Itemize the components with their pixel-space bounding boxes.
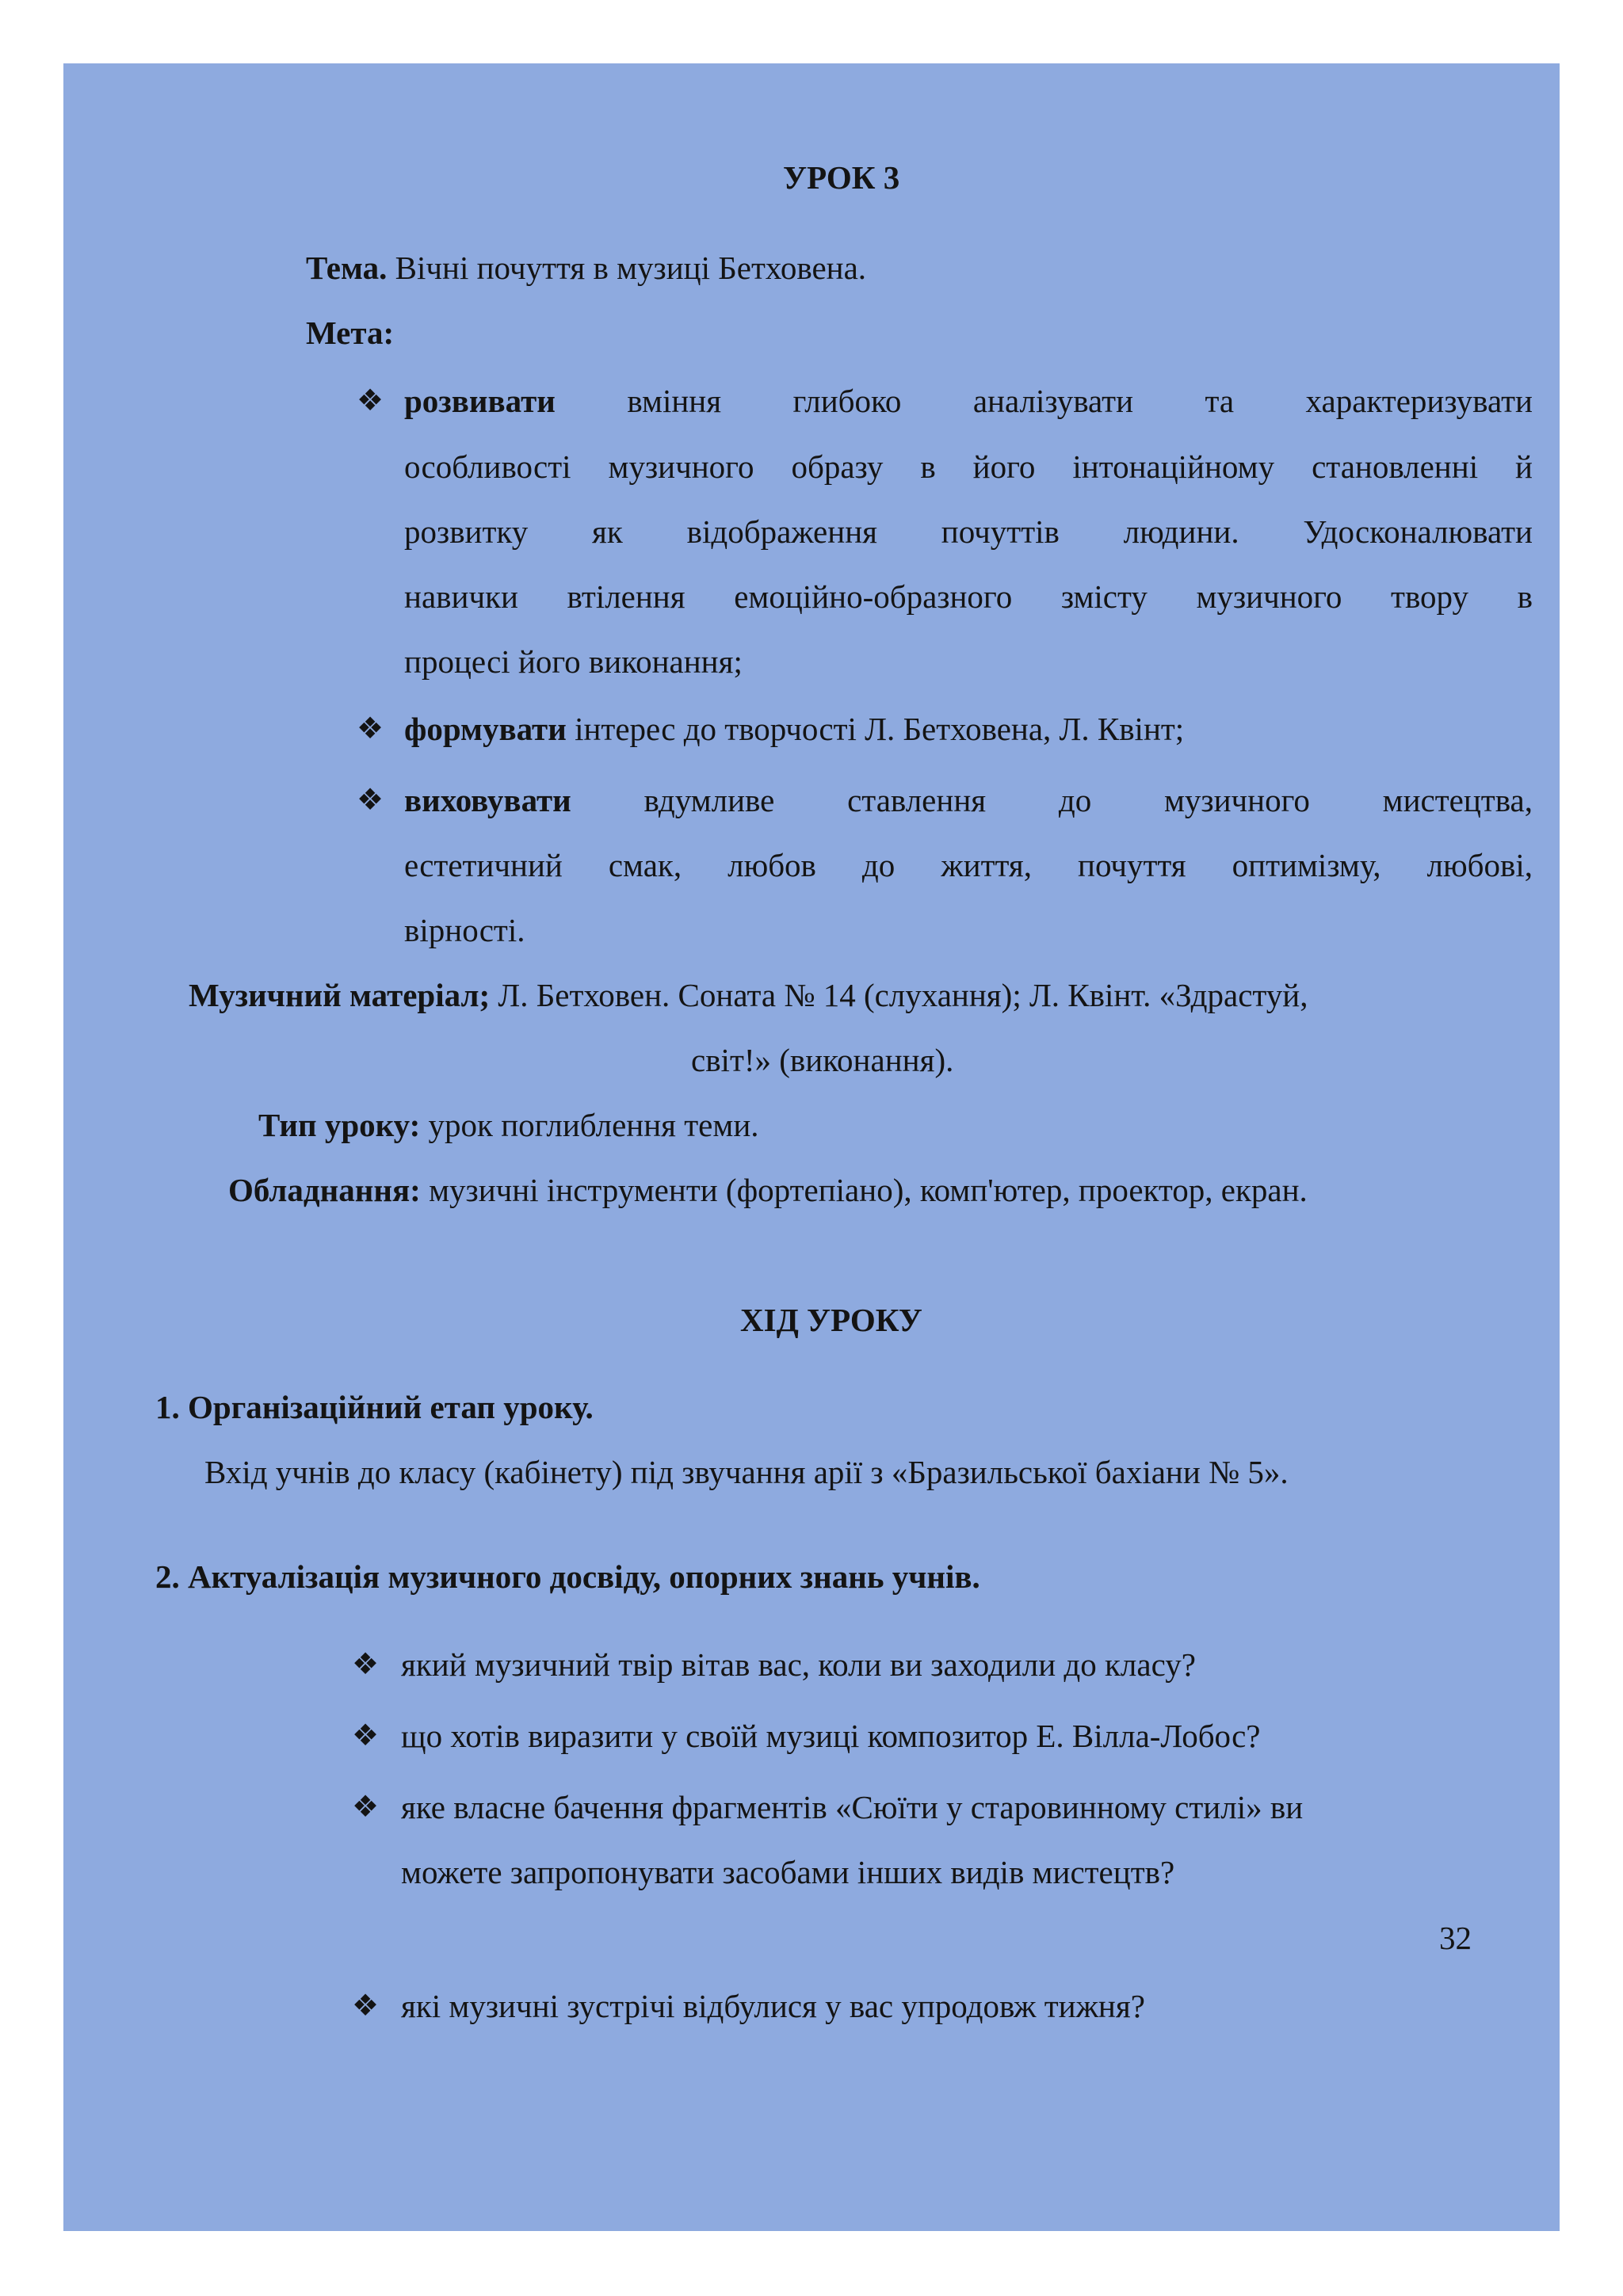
equipment-label: Обладнання: [228, 1172, 421, 1208]
equipment-line: Обладнання: музичні інструменти (фортепіано), комп'ютер, проектор, екран. [228, 1172, 1308, 1208]
goal-2-verb: формувати [404, 711, 567, 747]
lesson-type-line: Тип уроку: урок поглиблення теми. [258, 1107, 759, 1143]
stage-2-question-4: які музичні зустрічі відбулися у вас упродовж тижня? [401, 1988, 1145, 2024]
bullet-icon: ❖ [352, 1989, 380, 2023]
stage-2-question-2: що хотів виразити у своїй музиці композитор Е. Вілла-Лобос? [401, 1718, 1261, 1754]
stage-2-question-3-line-1: яке власне бачення фрагментів «Сюїти у старовинному стилі» ви [401, 1789, 1304, 1825]
stage-2-question-1: який музичний твір вітав вас, коли ви заходили до класу? [401, 1646, 1196, 1683]
goal-3-line-3: вірності. [404, 912, 525, 948]
topic-text: Вічні почуття в музиці Бетховена. [387, 250, 867, 286]
bullet-icon: ❖ [352, 1791, 380, 1824]
bullet-icon: ❖ [357, 384, 384, 418]
material-line-1: Музичний матеріал; Л. Бетховен. Соната № 14 (слухання); Л. Квінт. «Здрастуй, [189, 977, 1308, 1013]
material-label: Музичний матеріал; [189, 977, 491, 1013]
stage-2-title: 2. Актуалізація музичного досвіду, опорних знань учнів. [155, 1558, 980, 1595]
goal-1-line-1: розвивати вміння глибоко аналізувати та характеризувати [404, 383, 1533, 419]
material-line-2: світ!» (виконання). [691, 1042, 954, 1078]
bullet-icon: ❖ [357, 784, 384, 817]
goal-3-line-1: виховувати вдумливе ставлення до музичного мистецтва, [404, 782, 1533, 818]
progress-title: ХІД УРОКУ [740, 1302, 922, 1338]
bullet-icon: ❖ [352, 1648, 380, 1681]
stage-1-title: 1. Організаційний етап уроку. [155, 1389, 594, 1425]
goal-1-line-3: розвитку як відображення почуттів людини. Удосконалювати [404, 513, 1533, 550]
goal-1-line-2: особливості музичного образу в його інтонаційному становленні й [404, 448, 1533, 485]
stage-1-text: Вхід учнів до класу (кабінету) під звучання арії з «Бразильської бахіани № 5». [204, 1454, 1289, 1490]
goal-1-line-5: процесі його виконання; [404, 643, 743, 680]
bullet-icon: ❖ [352, 1719, 380, 1753]
stage-2-question-3-line-2: можете запропонувати засобами інших видів мистецтв? [401, 1854, 1175, 1890]
lesson-type-label: Тип уроку: [258, 1107, 421, 1143]
goal-3-line-2: естетичний смак, любов до життя, почуття оптимізму, любові, [404, 847, 1533, 883]
goal-1-verb: розвивати [404, 383, 556, 419]
goal-3-verb: виховувати [404, 782, 571, 818]
lesson-title: УРОК 3 [783, 159, 900, 196]
page-number: 32 [1439, 1920, 1472, 1956]
goal-2-line-1: формувати інтерес до творчості Л. Бетховена, Л. Квінт; [404, 711, 1185, 747]
topic-line [306, 246, 866, 290]
goal-1-line-4: навички втілення емоційно-образного змісту музичного твору в [404, 578, 1533, 615]
goal-label: Мета: [306, 315, 395, 351]
topic-label: Тема. [306, 250, 388, 286]
bullet-icon: ❖ [357, 712, 384, 746]
